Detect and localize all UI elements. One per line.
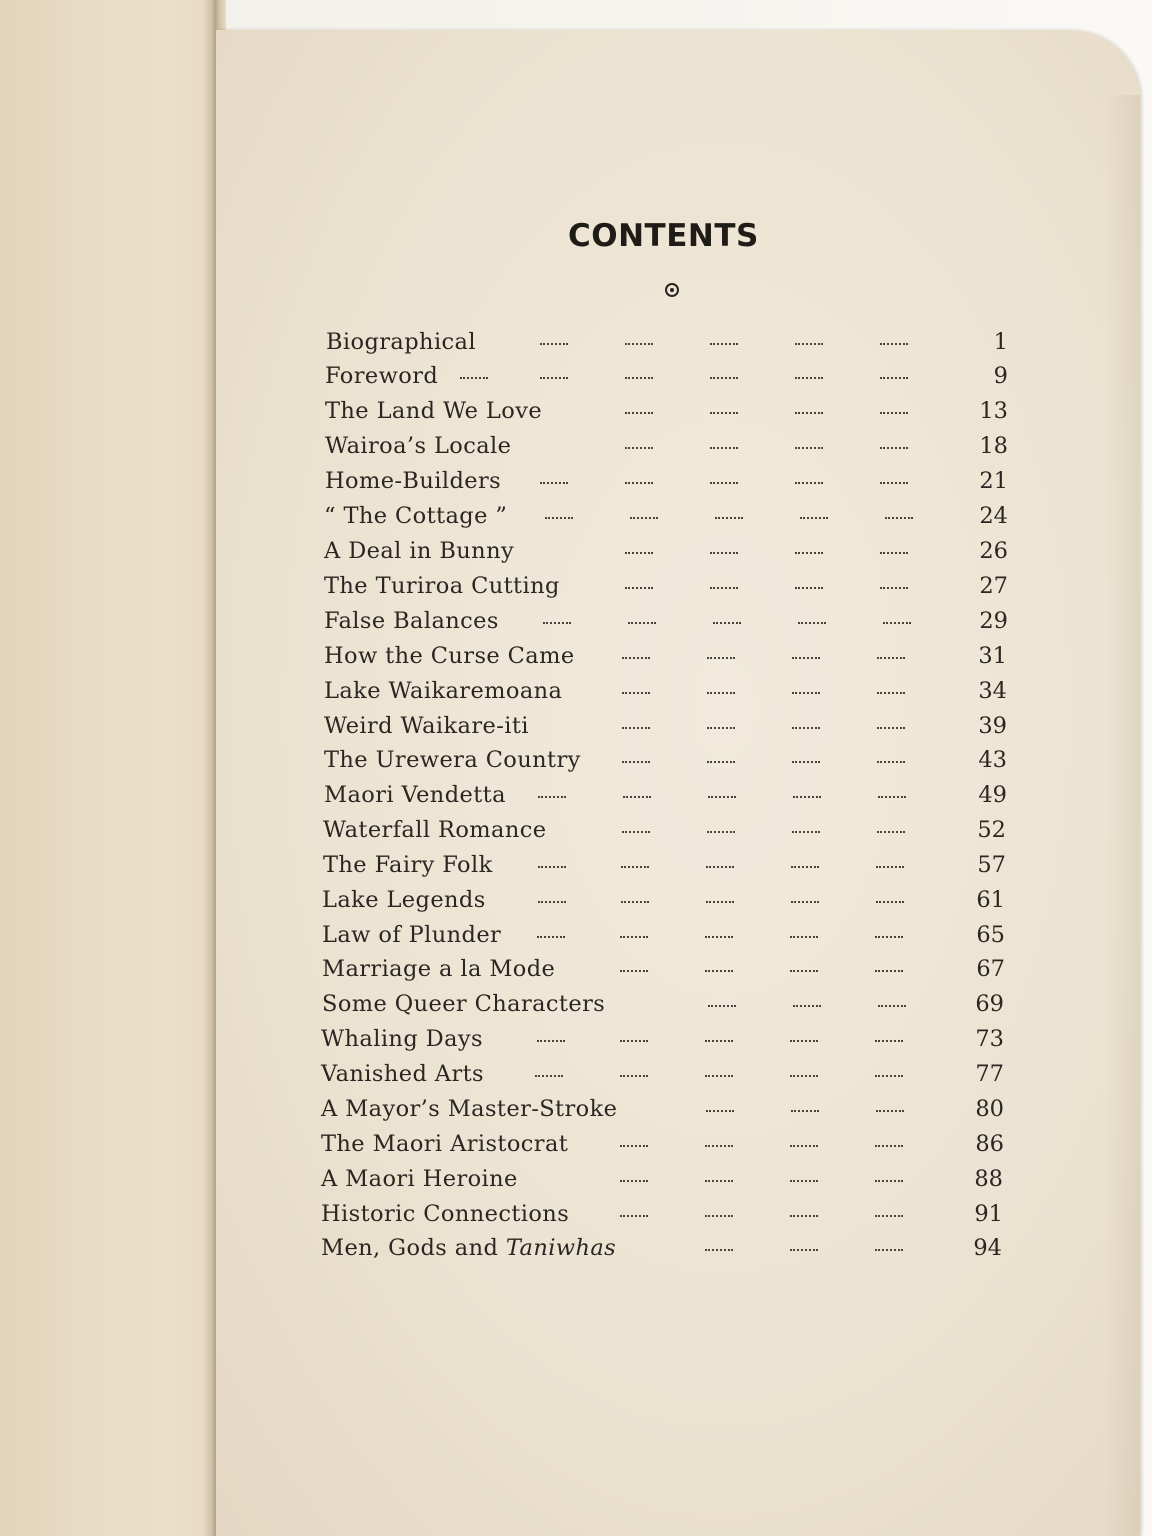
- contents-entry: [0, 1094, 1152, 1124]
- entry-title: Historic Connections: [321, 1201, 570, 1227]
- dot-leader: [795, 552, 823, 554]
- dot-leader: [877, 657, 905, 659]
- dot-leader: [625, 412, 653, 414]
- dot-leader: [880, 552, 908, 554]
- entry-title: A Mayor’s Master-Stroke: [321, 1096, 618, 1122]
- dot-leader: [795, 343, 823, 345]
- dot-leader: [710, 587, 738, 589]
- entry-page-number: 61: [976, 887, 1005, 913]
- dot-leader: [875, 1075, 903, 1077]
- dot-leader: [791, 1110, 819, 1112]
- dot-leader: [790, 970, 818, 972]
- entry-page-number: 69: [975, 991, 1004, 1017]
- dot-leader: [625, 377, 653, 379]
- dot-leader: [875, 1215, 903, 1217]
- entry-page-number: 9: [993, 363, 1008, 389]
- dot-leader: [540, 482, 568, 484]
- dot-leader: [878, 796, 906, 798]
- dot-leader: [540, 343, 568, 345]
- dot-leader: [620, 1040, 648, 1042]
- dot-leader: [876, 901, 904, 903]
- dot-leader: [705, 1040, 733, 1042]
- dot-leader: [620, 1180, 648, 1182]
- dot-leader: [535, 1075, 563, 1077]
- entry-title: Weird Waikare-iti: [324, 713, 529, 739]
- dot-leader: [707, 657, 735, 659]
- dot-leader: [705, 1180, 733, 1182]
- contents-entry: [0, 641, 1152, 671]
- entry-title: Whaling Days: [321, 1026, 483, 1052]
- entry-title: Law of Plunder: [322, 922, 502, 948]
- entry-title: False Balances: [324, 608, 499, 634]
- contents-entry: [0, 1059, 1152, 1089]
- contents-entry: [0, 920, 1152, 950]
- entry-page-number: 49: [978, 782, 1007, 808]
- entry-page-number: 27: [979, 573, 1008, 599]
- entry-title: Waterfall Romance: [323, 817, 547, 843]
- dot-leader: [792, 761, 820, 763]
- dot-leader: [537, 1040, 565, 1042]
- dot-leader: [705, 1075, 733, 1077]
- dot-leader: [625, 587, 653, 589]
- entry-page-number: 57: [977, 852, 1006, 878]
- dot-leader: [877, 692, 905, 694]
- page-title: CONTENTS: [568, 218, 759, 254]
- dot-leader: [707, 727, 735, 729]
- contents-entry: [0, 885, 1152, 915]
- dot-leader: [708, 1005, 736, 1007]
- entry-title: Vanished Arts: [321, 1061, 484, 1087]
- dot-leader: [880, 482, 908, 484]
- dot-leader: [622, 657, 650, 659]
- dot-leader: [707, 692, 735, 694]
- dot-leader: [630, 517, 658, 519]
- dot-leader: [628, 622, 656, 624]
- contents-entry: [0, 327, 1152, 357]
- dot-leader: [790, 936, 818, 938]
- dot-leader: [710, 377, 738, 379]
- entry-page-number: 88: [974, 1166, 1003, 1192]
- dot-leader: [791, 901, 819, 903]
- dot-leader: [795, 377, 823, 379]
- dot-leader: [798, 622, 826, 624]
- dot-leader: [705, 1215, 733, 1217]
- entry-title: Foreword: [325, 363, 439, 389]
- dot-leader: [875, 936, 903, 938]
- dot-leader: [792, 657, 820, 659]
- dot-leader: [800, 517, 828, 519]
- dot-leader: [706, 901, 734, 903]
- entry-page-number: 34: [978, 678, 1007, 704]
- contents-entry: [0, 1024, 1152, 1054]
- dot-leader: [792, 831, 820, 833]
- entry-title-text: Men, Gods and: [321, 1235, 506, 1261]
- entry-page-number: 65: [976, 922, 1005, 948]
- dot-leader: [877, 761, 905, 763]
- contents-entry: [0, 571, 1152, 601]
- dot-leader: [791, 866, 819, 868]
- dot-leader: [543, 622, 571, 624]
- dot-leader: [540, 377, 568, 379]
- entry-page-number: 31: [978, 643, 1007, 669]
- contents-entry: [0, 501, 1152, 531]
- dot-leader: [706, 866, 734, 868]
- entry-page-number: 91: [974, 1201, 1003, 1227]
- dot-leader: [545, 517, 573, 519]
- contents-entry: [0, 1199, 1152, 1229]
- dot-leader: [795, 412, 823, 414]
- entry-page-number: 94: [973, 1235, 1002, 1261]
- entry-page-number: 86: [975, 1131, 1004, 1157]
- contents-entry: [0, 780, 1152, 810]
- dot-leader: [790, 1075, 818, 1077]
- dot-leader: [710, 447, 738, 449]
- entry-page-number: 43: [978, 747, 1007, 773]
- dot-leader: [793, 1005, 821, 1007]
- contents-entry: [0, 676, 1152, 706]
- entry-title: How the Curse Came: [324, 643, 575, 669]
- dot-leader: [875, 1040, 903, 1042]
- entry-page-number: 18: [979, 433, 1008, 459]
- contents-entry: [0, 850, 1152, 880]
- dot-leader: [875, 970, 903, 972]
- dot-leader: [625, 343, 653, 345]
- dot-leader: [790, 1040, 818, 1042]
- entry-page-number: 67: [976, 956, 1005, 982]
- dot-leader: [707, 831, 735, 833]
- dot-leader: [620, 1215, 648, 1217]
- dot-leader: [883, 622, 911, 624]
- dot-leader: [620, 970, 648, 972]
- entry-title: The Maori Aristocrat: [321, 1131, 569, 1157]
- entry-page-number: 39: [978, 713, 1007, 739]
- dot-leader: [885, 517, 913, 519]
- entry-page-number: 1: [993, 329, 1008, 355]
- dot-leader: [790, 1249, 818, 1251]
- contents-entry: [0, 606, 1152, 636]
- contents-entry: [0, 431, 1152, 461]
- contents-entry: [0, 1164, 1152, 1194]
- contents-entry: [0, 361, 1152, 391]
- contents-entry: [0, 1129, 1152, 1159]
- dot-leader: [880, 412, 908, 414]
- dot-leader: [620, 1145, 648, 1147]
- entry-title: Marriage a la Mode: [322, 956, 556, 982]
- entry-title: [321, 1233, 616, 1263]
- entry-title: Lake Waikaremoana: [324, 678, 563, 704]
- dot-leader: [878, 1005, 906, 1007]
- dot-leader: [790, 1145, 818, 1147]
- dot-leader: [460, 377, 488, 379]
- contents-entry: [0, 745, 1152, 775]
- contents-entry: [0, 954, 1152, 984]
- dot-leader: [795, 482, 823, 484]
- entry-page-number: 26: [979, 538, 1008, 564]
- entry-title: The Fairy Folk: [323, 852, 493, 878]
- entry-page-number: 73: [975, 1026, 1004, 1052]
- contents-entry: [0, 396, 1152, 426]
- dot-leader: [876, 866, 904, 868]
- dot-leader: [622, 692, 650, 694]
- dot-leader: [790, 1180, 818, 1182]
- entry-title: Home-Builders: [325, 468, 502, 494]
- dot-leader: [795, 447, 823, 449]
- dot-leader: [621, 866, 649, 868]
- dot-leader: [875, 1145, 903, 1147]
- entry-page-number: 52: [977, 817, 1006, 843]
- dot-leader: [705, 1145, 733, 1147]
- dot-leader: [876, 1110, 904, 1112]
- dot-leader: [622, 831, 650, 833]
- entry-title: A Deal in Bunny: [324, 538, 515, 564]
- dot-leader: [880, 377, 908, 379]
- dot-leader: [622, 761, 650, 763]
- dot-leader: [625, 447, 653, 449]
- dot-leader: [877, 727, 905, 729]
- contents-entry: [0, 989, 1152, 1019]
- dot-leader: [710, 343, 738, 345]
- dot-leader: [792, 692, 820, 694]
- entry-title: The Urewera Country: [324, 747, 581, 773]
- contents-entry: [0, 815, 1152, 845]
- entry-title: Wairoa’s Locale: [325, 433, 512, 459]
- dot-leader: [715, 517, 743, 519]
- entry-title: The Turiroa Cutting: [324, 573, 560, 599]
- dot-leader: [537, 936, 565, 938]
- dot-leader: [795, 587, 823, 589]
- dot-leader: [875, 1180, 903, 1182]
- entry-title: “ The Cottage ”: [324, 503, 508, 529]
- dot-leader: [880, 587, 908, 589]
- entry-page-number: 13: [979, 398, 1008, 424]
- entry-title: The Land We Love: [325, 398, 543, 424]
- dot-leader: [792, 727, 820, 729]
- dot-leader: [708, 796, 736, 798]
- entry-title: Lake Legends: [322, 887, 486, 913]
- dot-leader: [880, 343, 908, 345]
- dot-leader: [705, 1249, 733, 1251]
- dot-leader: [538, 901, 566, 903]
- dot-leader: [625, 482, 653, 484]
- dot-leader: [622, 727, 650, 729]
- entry-page-number: 77: [975, 1061, 1004, 1087]
- dot-leader: [538, 796, 566, 798]
- dot-leader: [706, 1110, 734, 1112]
- dot-leader: [620, 936, 648, 938]
- entry-page-number: 21: [979, 468, 1008, 494]
- entry-title-italic: Taniwhas: [505, 1235, 617, 1261]
- dot-leader: [710, 412, 738, 414]
- entry-page-number: 80: [975, 1096, 1004, 1122]
- contents-entry: [0, 711, 1152, 741]
- dot-leader: [538, 866, 566, 868]
- entry-page-number: 29: [979, 608, 1008, 634]
- dot-leader: [623, 796, 651, 798]
- dot-leader: [621, 901, 649, 903]
- dot-leader: [625, 552, 653, 554]
- dot-leader: [705, 970, 733, 972]
- dot-leader: [875, 1249, 903, 1251]
- dot-leader: [790, 1215, 818, 1217]
- dot-leader: [713, 622, 741, 624]
- contents-entry: [0, 466, 1152, 496]
- dot-leader: [620, 1075, 648, 1077]
- entry-title: A Maori Heroine: [321, 1166, 518, 1192]
- dot-leader: [710, 552, 738, 554]
- contents-entry: [0, 536, 1152, 566]
- entry-title: Biographical: [326, 329, 476, 355]
- entry-title: Maori Vendetta: [324, 782, 506, 808]
- dot-leader: [877, 831, 905, 833]
- contents-entry: [0, 1233, 1152, 1263]
- dot-leader: [710, 482, 738, 484]
- dot-leader: [793, 796, 821, 798]
- entry-page-number: 24: [979, 503, 1008, 529]
- entry-title: Some Queer Characters: [322, 991, 606, 1017]
- dot-leader: [707, 761, 735, 763]
- dot-leader: [705, 936, 733, 938]
- dot-leader: [880, 447, 908, 449]
